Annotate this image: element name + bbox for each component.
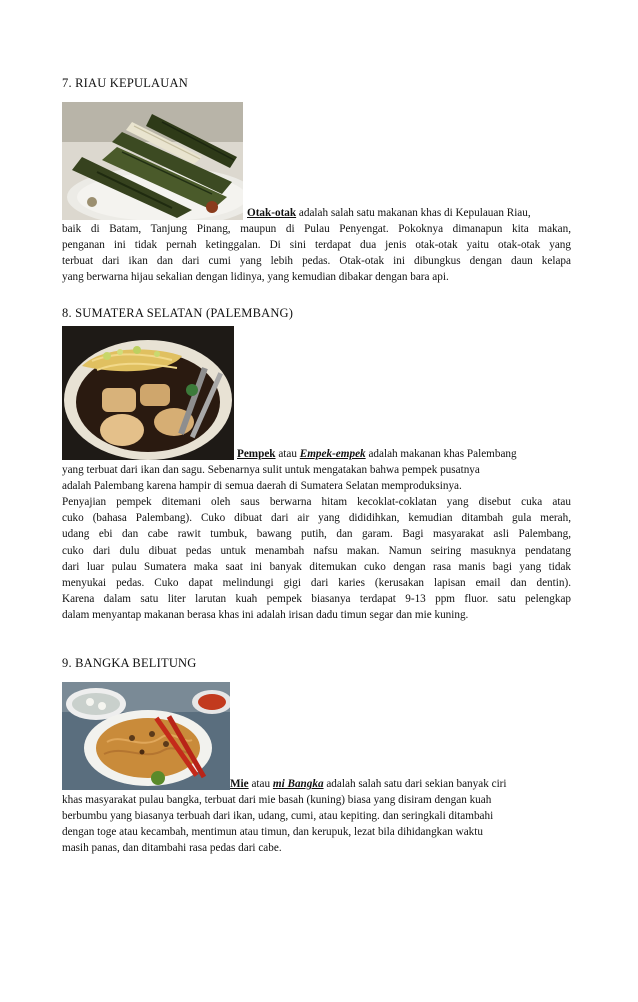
paragraph-lead [62, 776, 571, 792]
text-line: yang berwarna hijau sekalian dengan lidinya, yang kemudian dibakar dengan bara api. [62, 271, 449, 284]
text-line: adalah Palembang karena hampir di semua daerah di Sumatera Selatan memproduksinya. [62, 480, 462, 493]
text-line: terbuat dari ikan dan dari cumi yang lebih pedas. Otak-otak ini dibungkus dengan daun kelapa [62, 255, 571, 268]
text-line: baik di Batam, Tanjung Pinang, maupun di Pulau Penyengat. Pokoknya dimanapun kita makan, [62, 223, 571, 236]
text-line: masih panas, dan ditambahi rasa pedas dari cabe. [62, 842, 282, 855]
paragraph-otak-otak [62, 205, 571, 285]
text-line: dari luar pulau Sumatera maka saat ini banyak ditemukan cuko dengan rasa manis bagi yang tidak [62, 560, 571, 573]
lead-text: adalah salah satu makanan khas di Kepulauan Riau, [296, 207, 531, 219]
text-line: cuko dari dulu dibuat pedas untuk menambah nafsu makan. Namun seiring masuknya pendatang [62, 544, 571, 557]
text-line: dalam menyantap makanan berasa khas ini adalah irisan dadu timun segar dan mie kuning. [62, 608, 469, 621]
section-heading-babel: 9. BANGKA BELITUNG [62, 656, 197, 670]
dish-name-mie: Mie [230, 778, 249, 790]
paragraph-lead [62, 205, 571, 221]
otak-otak-photo [62, 102, 243, 220]
section-heading-riau: 7. RIAU KEPULAUAN [62, 76, 188, 90]
text-line: udang ebi dan cabe rawit tumbuk, bawang putih, dan garam. Bagi masyarakat asli Palembang, [62, 528, 571, 541]
text-line: dengan toge atau kecambah, mentimun atau timun, dan kerupuk, lezat bila dihidangkan waktu [62, 826, 483, 839]
mie-bangka-photo [62, 682, 230, 790]
dish-name-pempek: Pempek [237, 448, 276, 460]
paragraph-pempek [62, 446, 571, 623]
text-line: penganan ini tidak pernah ketinggalan. Di sini terdapat dua jenis otak-otak yaitu otak-otak yang [62, 239, 571, 252]
lead-text: adalah salah satu dari sekian banyak ciri [323, 778, 507, 790]
text-line: yang terbuat dari ikan dan sagu. Sebenarnya sulit untuk mengatakan bahwa pempek pusatnya [62, 464, 480, 477]
lead-text: adalah makanan khas Palembang [365, 448, 517, 460]
dish-name-mi-bangka: mi Bangka [272, 778, 324, 790]
text-line: Karena dalam satu liter larutan kuah pempek biasanya terdapat 9-13 ppm fluor. satu pelengkap [62, 592, 571, 605]
text-line: cuko (bahasa Palembang). Cuko dibuat dari air yang dididihkan, kemudian ditambah gula merah, [62, 512, 571, 525]
dish-name-otak-otak: Otak-otak [247, 207, 297, 219]
pempek-photo [62, 326, 234, 460]
lead-text: atau [248, 778, 273, 790]
paragraph-mie-bangka [62, 776, 571, 856]
text-line: Penyajian pempek ditemani oleh saus berwarna hitam kecoklat-coklatan yang disebut cuka atau [62, 496, 571, 509]
text-line: berbumbu yang biasanya terbuah dari ikan, udang, cumi, atau kepiting. dan seringkali ditambahi [62, 810, 494, 823]
dish-name-empek-empek: Empek-empek [299, 448, 366, 460]
text-line: menyukai pedas. Cuko dapat melindungi gigi dari karies (kerusakan lapisan email dan dentin). [62, 576, 571, 589]
text-line: khas masyarakat pulau bangka, terbuat dari mie basah (kuning) biasa yang disiram dengan kuah [62, 794, 492, 807]
section-heading-sumsel: 8. SUMATERA SELATAN (PALEMBANG) [62, 306, 294, 320]
paragraph-lead [62, 446, 571, 462]
lead-text: atau [275, 448, 300, 460]
